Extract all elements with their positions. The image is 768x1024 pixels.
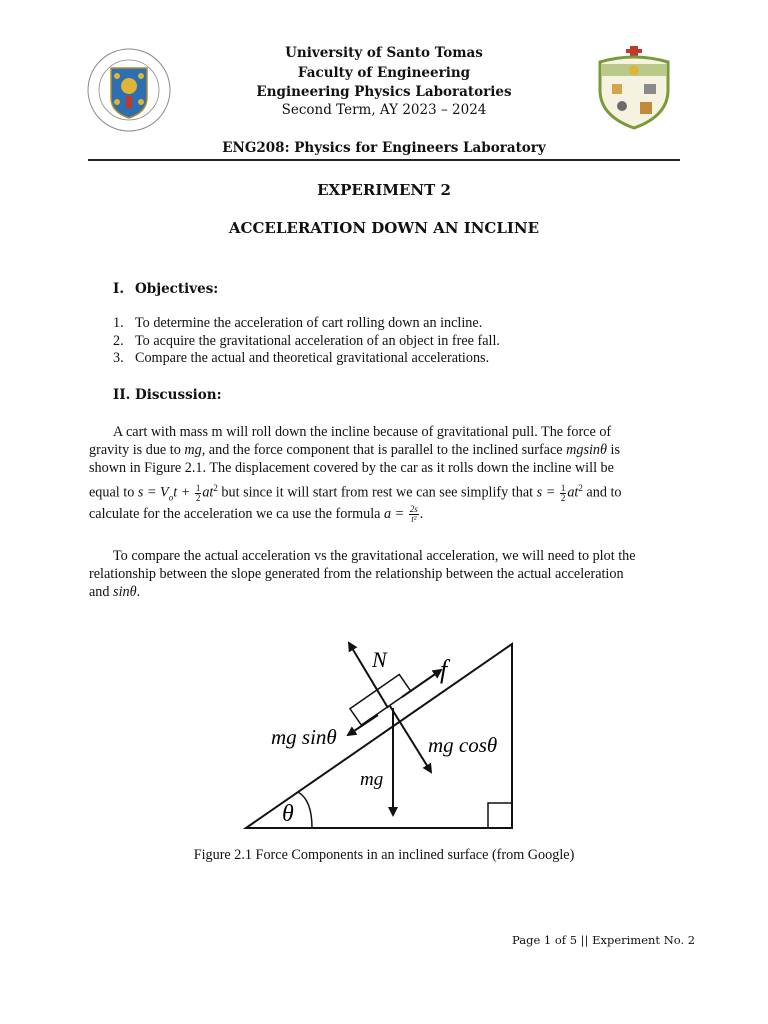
fraction-acceleration: $\frac{2s}{\text{t²}}$ — [409, 504, 418, 525]
incline-force-diagram — [0, 620, 768, 840]
objectives-heading: I. Objectives: — [113, 281, 219, 297]
right-angle-mark — [488, 803, 512, 828]
label-theta: θ — [282, 801, 294, 827]
mg-cos-arrow — [390, 706, 431, 772]
discussion-paragraph-2: To compare the actual acceleration vs the gravitational acceleration, we will need to plot the relationship between the slope generated from the relationship between the actual acceleration and sinθ. — [89, 548, 636, 600]
label-mg-cos: mg cosθ — [428, 733, 498, 757]
label-mg: mg — [360, 769, 384, 790]
label-normal: N — [372, 647, 387, 672]
cart-block — [350, 674, 411, 725]
objectives-list — [113, 315, 500, 368]
fraction-half: $\frac{1}{2}$ — [195, 482, 201, 503]
experiment-number: EXPERIMENT 2 — [317, 181, 451, 199]
term: Second Term, AY 2023 – 2024 — [281, 102, 487, 118]
header-rule — [88, 159, 680, 161]
page-footer: Page 1 of 5 || Experiment No. 2 — [512, 933, 696, 947]
friction-arrow — [402, 670, 441, 697]
course-title: ENG208: Physics for Engineers Laboratory — [222, 140, 546, 156]
university-name: University of Santo Tomas — [285, 45, 483, 61]
discussion-paragraph-1: A cart with mass m will roll down the incline because of gravitational pull. The force of gravity is due to mg, and the force component that is parallel to the inclined surface mgsinθ is shown in Figure 2.1. The displacement covered by the car as it rolls down the incline will be equal to $s = V_ot$ + $\frac{1}{2}$ $at^2$ but since it will start from rest we can see simplify that s = $\frac{1}{2}$ $at^2$ and to calculate for the acceleration we ca use the formula a = $\frac{2s}{\text{t²}}$ . — [89, 424, 622, 525]
list-item: 3. Compare the actual and theoretical gravitational accelerations. — [113, 350, 490, 366]
list-item: 1. To determine the acceleration of cart rolling down an incline. — [113, 315, 483, 331]
figure-caption: Figure 2.1 Force Components in an inclined surface (from Google) — [193, 847, 575, 863]
theta-arc — [298, 792, 312, 828]
experiment-title: ACCELERATION DOWN AN INCLINE — [228, 219, 540, 237]
label-friction: f — [440, 655, 448, 684]
labs-name: Engineering Physics Laboratories — [256, 84, 512, 100]
fraction-half: $\frac{1}{2}$ — [560, 482, 566, 503]
label-mg-sin: mg sinθ — [271, 725, 337, 749]
mg-sin-arrow — [348, 715, 378, 735]
list-item: 2. To acquire the gravitational acceleration of an object in free fall. — [113, 332, 500, 349]
faculty-name: Faculty of Engineering — [297, 65, 471, 81]
discussion-heading: II. Discussion: — [113, 387, 222, 403]
